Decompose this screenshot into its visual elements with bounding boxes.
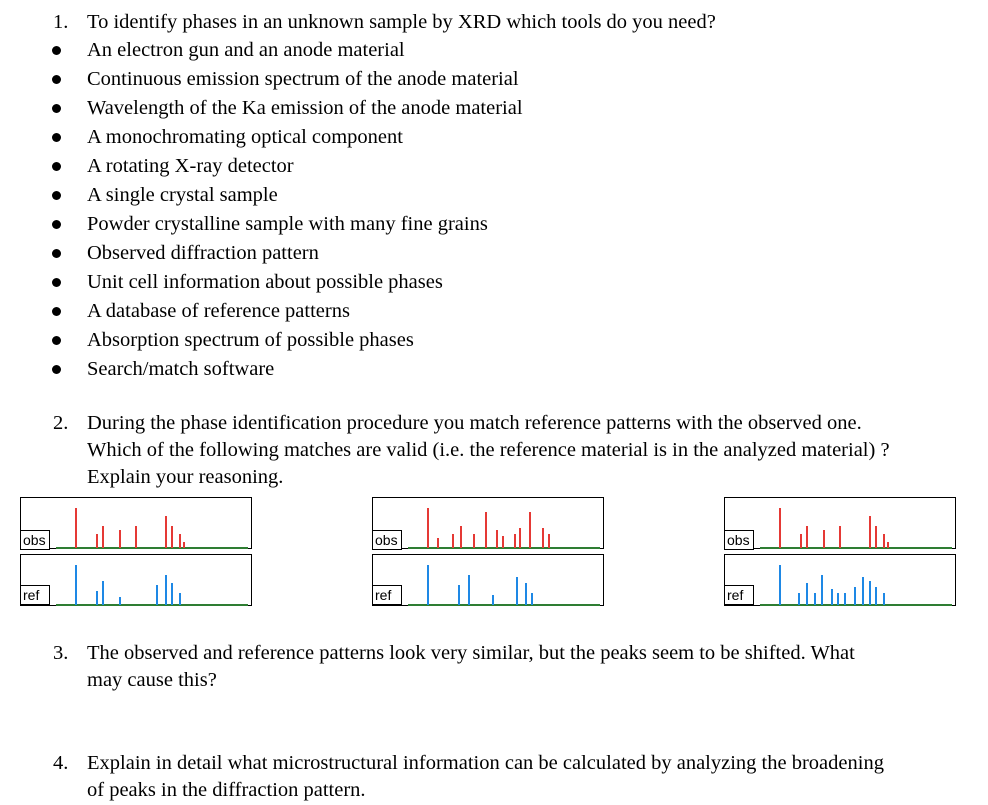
question-text-line-3: Explain your reasoning.	[87, 466, 284, 488]
ref-peak	[798, 593, 800, 605]
ref-peak	[831, 589, 833, 605]
obs-peak	[452, 534, 454, 548]
obs-peak	[183, 542, 185, 548]
ref-peak	[165, 575, 167, 605]
list-item-text: Absorption spectrum of possible phases	[87, 329, 414, 351]
ref-peak	[883, 593, 885, 605]
obs-peak	[839, 526, 841, 548]
ref-label: ref	[20, 585, 50, 605]
ref-peak	[875, 587, 877, 605]
obs-label: obs	[724, 530, 754, 550]
obs-peak	[485, 512, 487, 548]
obs-label: obs	[20, 530, 50, 550]
list-item-text: Powder crystalline sample with many fine grains	[87, 213, 488, 235]
ref-peak	[806, 583, 808, 605]
question-number: 1.	[53, 11, 69, 33]
obs-peak	[529, 512, 531, 548]
obs-peak	[437, 538, 439, 548]
ref-peak	[468, 575, 470, 605]
list-item-text: A single crystal sample	[87, 184, 278, 206]
question-number: 2.	[53, 412, 69, 434]
ref-label: ref	[372, 585, 402, 605]
obs-peak	[800, 534, 802, 548]
ref-peak	[821, 575, 823, 605]
bullet-icon	[52, 104, 61, 113]
ref-peak	[525, 583, 527, 605]
obs-peak	[496, 530, 498, 548]
question-number: 3.	[53, 642, 69, 664]
list-item-text: Wavelength of the Ka emission of the anode material	[87, 97, 523, 119]
question-text: To identify phases in an unknown sample by XRD which tools do you need?	[87, 11, 716, 33]
bullet-icon	[52, 249, 61, 258]
ref-peak	[516, 577, 518, 605]
obs-peak	[473, 534, 475, 548]
obs-pattern-box	[372, 497, 604, 549]
pattern-match-2	[372, 497, 604, 607]
obs-peak	[823, 530, 825, 548]
ref-baseline	[56, 604, 248, 606]
obs-peak	[869, 516, 871, 548]
ref-peak	[779, 565, 781, 605]
obs-peak	[779, 508, 781, 548]
obs-peak	[806, 526, 808, 548]
list-item-text: A database of reference patterns	[87, 300, 350, 322]
obs-peak	[883, 534, 885, 548]
bullet-icon	[52, 133, 61, 142]
question-number: 4.	[53, 752, 69, 774]
question-text-line-1: During the phase identification procedure you match reference patterns with the observed one.	[87, 412, 862, 434]
obs-peak	[548, 534, 550, 548]
ref-peak	[531, 593, 533, 605]
list-item-text: An electron gun and an anode material	[87, 39, 405, 61]
ref-peak	[156, 585, 158, 605]
ref-peak	[837, 593, 839, 605]
list-item-text: Search/match software	[87, 358, 275, 380]
list-item-text: A monochromating optical component	[87, 126, 403, 148]
bullet-icon	[52, 365, 61, 374]
obs-peak	[460, 526, 462, 548]
ref-peak	[119, 597, 121, 605]
ref-pattern-box	[724, 554, 956, 606]
ref-peak	[75, 565, 77, 605]
list-item-text: Continuous emission spectrum of the anode material	[87, 68, 519, 90]
bullet-icon	[52, 307, 61, 316]
list-item-text: Observed diffraction pattern	[87, 242, 319, 264]
ref-peak	[862, 577, 864, 605]
question-text-line-1: The observed and reference patterns look very similar, but the peaks seem to be shifted. What	[87, 642, 855, 664]
obs-peak	[75, 508, 77, 548]
bullet-icon	[52, 336, 61, 345]
bullet-icon	[52, 75, 61, 84]
bullet-icon	[52, 278, 61, 287]
pattern-match-1	[20, 497, 252, 607]
obs-peak	[875, 526, 877, 548]
question-text-line-2: of peaks in the diffraction pattern.	[87, 779, 366, 801]
obs-peak	[102, 526, 104, 548]
ref-peak	[492, 595, 494, 605]
question-text-line-1: Explain in detail what microstructural information can be calculated by analyzing the broadening	[87, 752, 884, 774]
ref-peak	[171, 583, 173, 605]
obs-peak	[119, 530, 121, 548]
ref-baseline	[408, 604, 600, 606]
obs-peak	[135, 526, 137, 548]
ref-peak	[854, 587, 856, 605]
obs-label: obs	[372, 530, 402, 550]
question-text-line-2: may cause this?	[87, 669, 217, 691]
bullet-icon	[52, 220, 61, 229]
ref-peak	[869, 581, 871, 605]
ref-peak	[458, 585, 460, 605]
ref-peak	[427, 565, 429, 605]
ref-peak	[179, 593, 181, 605]
list-item-text: Unit cell information about possible phases	[87, 271, 443, 293]
obs-peak	[179, 534, 181, 548]
list-item-text: A rotating X-ray detector	[87, 155, 294, 177]
bullet-icon	[52, 46, 61, 55]
ref-peak	[96, 591, 98, 605]
ref-pattern-box	[372, 554, 604, 606]
bullet-icon	[52, 191, 61, 200]
ref-peak	[844, 593, 846, 605]
obs-peak	[519, 528, 521, 548]
obs-baseline	[760, 547, 952, 549]
ref-peak	[102, 581, 104, 605]
obs-baseline	[56, 547, 248, 549]
question-text-line-2: Which of the following matches are valid (i.e. the reference material is in the analyzed material) ?	[87, 439, 890, 461]
obs-peak	[514, 534, 516, 548]
ref-label: ref	[724, 585, 754, 605]
pattern-match-3	[724, 497, 956, 607]
obs-peak	[171, 526, 173, 548]
ref-pattern-box	[20, 554, 252, 606]
obs-peak	[96, 534, 98, 548]
obs-peak	[502, 536, 504, 548]
obs-peak	[887, 542, 889, 548]
obs-peak	[542, 528, 544, 548]
obs-peak	[427, 508, 429, 548]
obs-peak	[165, 516, 167, 548]
bullet-icon	[52, 162, 61, 171]
ref-peak	[814, 593, 816, 605]
